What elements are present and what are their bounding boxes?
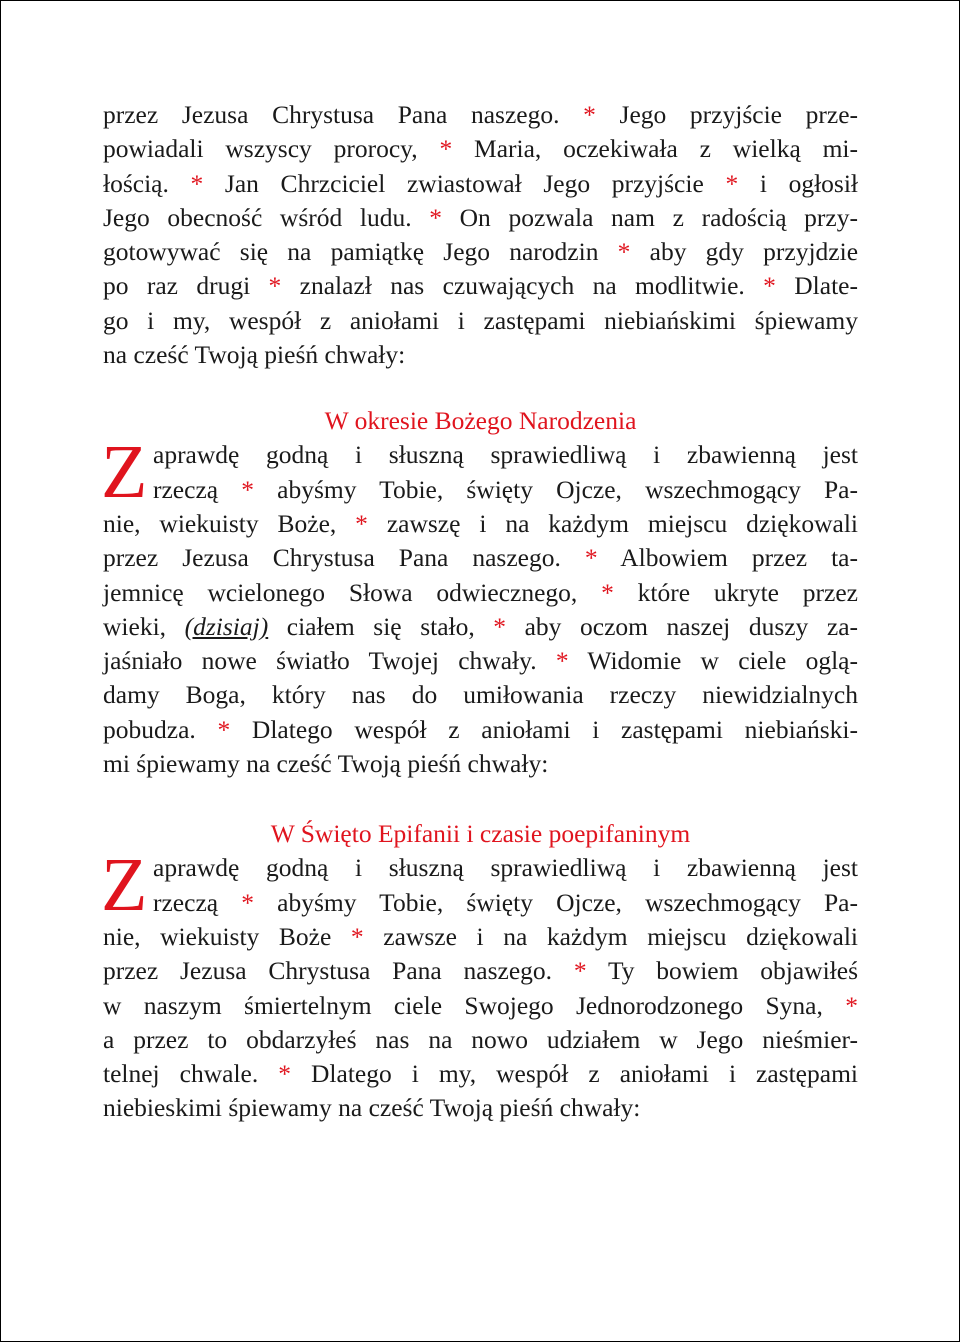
text-segment: rzeczą xyxy=(153,887,242,917)
text-segment: po raz drugi xyxy=(103,271,269,301)
text-segment: łością. xyxy=(103,168,191,198)
text-line xyxy=(103,1023,858,1057)
text-segment: aprawdę godną i słuszną sprawiedliwą i zbawienną jest xyxy=(153,440,858,470)
text-segment: w naszym śmiertelnym ciele Swojego Jednorodzonego Syna, xyxy=(103,990,846,1020)
text-segment: zawszę i na każdym miejscu dziękowali xyxy=(367,508,858,538)
text-segment: Jan Chrzciciel zwiastował Jego przyjście xyxy=(203,168,726,198)
response-asterisk: * xyxy=(845,990,858,1020)
text-line xyxy=(103,338,858,372)
response-asterisk: * xyxy=(725,168,739,198)
response-asterisk: * xyxy=(355,508,368,538)
text-segment: Widomie w ciele oglą- xyxy=(568,646,858,676)
text-segment: telnej chwale. xyxy=(103,1059,279,1089)
text-line xyxy=(103,473,858,507)
text-line xyxy=(103,713,858,747)
response-asterisk: * xyxy=(268,271,282,301)
text-segment: wieki, xyxy=(103,611,185,641)
text-line xyxy=(103,989,858,1023)
text-segment: damy Boga, który nas do umiłowania rzeczy niewidzialnych xyxy=(103,680,858,710)
text-line xyxy=(103,610,858,644)
text-segment: Ty bowiem objawiłeś xyxy=(586,956,858,986)
section-christmas-paragraph xyxy=(103,438,858,781)
text-line xyxy=(103,235,858,269)
text-line xyxy=(103,269,858,303)
response-asterisk: * xyxy=(573,956,587,986)
text-line xyxy=(103,886,858,920)
text-segment: Dlate- xyxy=(775,271,858,301)
text-line xyxy=(103,507,858,541)
text-segment: aprawdę godną i słuszną sprawiedliwą i zbawienną jest xyxy=(153,853,858,883)
text-line xyxy=(103,304,858,338)
text-segment: Maria, oczekiwała z wielką mi- xyxy=(452,134,858,164)
text-segment: Dlatego i my, wespół z aniołami i zastępami xyxy=(291,1059,858,1089)
section-heading-christmas: W okresie Bożego Narodzenia xyxy=(324,406,637,436)
text-segment: aby gdy przyjdzie xyxy=(630,237,859,267)
response-asterisk: * xyxy=(429,202,442,232)
response-asterisk: * xyxy=(583,100,596,129)
document-body xyxy=(103,98,858,1126)
section-heading-epiphany: W Święto Epifanii i czasie poepifaninym xyxy=(270,819,691,849)
text-line xyxy=(103,132,858,166)
section-epiphany xyxy=(101,843,858,1125)
text-segment: go i my, wespół z aniołami i zastępami niebiańskimi śpiewamy xyxy=(103,305,858,335)
text-segment: nie, wiekuisty Boże, xyxy=(103,508,356,538)
text-segment: rzeczą xyxy=(153,474,242,504)
response-asterisk: * xyxy=(763,271,776,301)
drop-cap: Z xyxy=(101,430,148,515)
text-line xyxy=(103,851,858,885)
text-segment: które ukryte przez xyxy=(613,577,858,607)
response-asterisk: * xyxy=(493,611,507,641)
response-asterisk: * xyxy=(584,543,598,573)
text-segment: jemnicę wcielonego Słowa odwiecznego, xyxy=(103,577,602,607)
text-segment: mi śpiewamy na cześć Twoją pieśń chwały: xyxy=(103,749,549,779)
text-segment: a przez to obdarzyłeś nas na nowo udziałem w Jego nieśmier- xyxy=(103,1024,858,1054)
text-line xyxy=(103,201,858,235)
text-segment: nie, wiekuisty Boże xyxy=(103,921,351,951)
text-segment: Jego przyjście prze- xyxy=(595,100,858,129)
text-line xyxy=(103,438,858,472)
text-segment: ciałem się stało, xyxy=(268,611,494,641)
response-asterisk: * xyxy=(439,134,453,164)
text-segment: aby oczom naszej duszy za- xyxy=(506,611,859,641)
response-asterisk: * xyxy=(601,577,614,607)
text-segment: abyśmy Tobie, święty Ojcze, wszechmogący Pa- xyxy=(253,887,858,917)
response-asterisk: * xyxy=(555,646,569,676)
text-line xyxy=(103,644,858,678)
text-segment: przez Jezusa Chrystusa Pana naszego. xyxy=(103,956,574,986)
text-segment: On pozwala nam z radością przy- xyxy=(442,202,858,232)
section-christmas xyxy=(101,430,859,781)
text-line xyxy=(103,920,858,954)
text-line xyxy=(103,1057,858,1091)
text-segment: przez Jezusa Chrystusa Pana naszego. xyxy=(103,543,585,573)
text-line xyxy=(103,541,858,575)
text-segment: i ogłosił xyxy=(738,168,859,198)
text-segment: pobudza. xyxy=(103,714,218,744)
response-asterisk: * xyxy=(350,921,364,951)
text-segment: Jego obecność wśród ludu. xyxy=(103,202,430,232)
text-segment: gotowywać się na pamiątkę Jego narodzin xyxy=(103,237,618,267)
section-epiphany-paragraph xyxy=(103,851,858,1125)
text-segment: na cześć Twoją pieśń chwały: xyxy=(103,340,406,370)
response-asterisk: * xyxy=(617,237,631,267)
drop-cap: Z xyxy=(101,843,148,928)
text-line xyxy=(103,954,858,988)
text-segment: jaśniało nowe światło Twojej chwały. xyxy=(103,646,556,676)
text-segment: znalazł nas czuwających na modlitwie. xyxy=(281,271,764,301)
text-line xyxy=(103,747,858,781)
text-line xyxy=(103,167,858,201)
response-asterisk: * xyxy=(278,1059,291,1089)
response-asterisk: * xyxy=(190,168,204,198)
text-segment: Dlatego wespół z aniołami i zastępami niebiański- xyxy=(230,714,858,744)
text-line xyxy=(103,98,858,132)
text-segment: zawsze i na każdym miejscu dziękowali xyxy=(363,921,858,951)
text-line xyxy=(103,678,858,712)
text-line xyxy=(103,1091,858,1125)
text-segment: abyśmy Tobie, święty Ojcze, wszechmogący Pa- xyxy=(253,474,858,504)
text-segment: Albowiem przez ta- xyxy=(597,543,858,573)
text-segment: niebieskimi śpiewamy na cześć Twoją pieśń chwały: xyxy=(103,1093,641,1123)
response-asterisk: * xyxy=(241,474,254,504)
response-asterisk: * xyxy=(217,714,231,744)
text-line xyxy=(103,576,858,610)
text-segment: przez Jezusa Chrystusa Pana naszego. xyxy=(103,100,584,129)
text-segment: powiadali wszyscy prorocy, xyxy=(103,134,440,164)
response-asterisk: * xyxy=(241,887,254,917)
intro-paragraph xyxy=(103,98,858,372)
optional-word: (dzisiaj) xyxy=(184,611,269,641)
